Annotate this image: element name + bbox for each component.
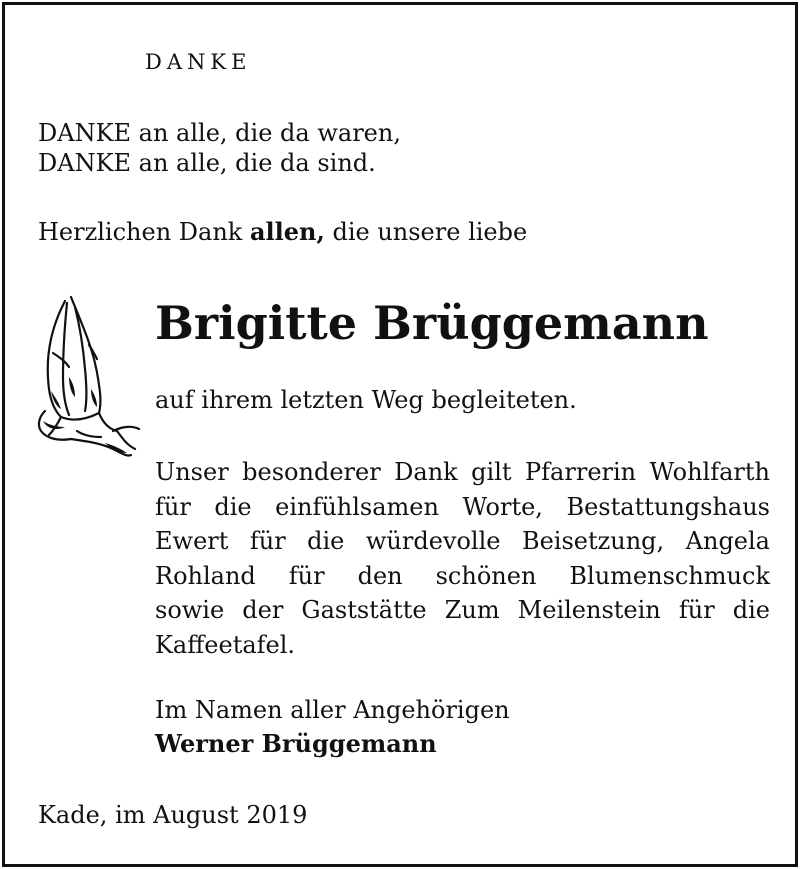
notice-frame [2, 2, 798, 867]
deceased-name: Brigitte Brüggemann [155, 296, 709, 350]
thanks-line [38, 217, 527, 247]
signoff-name: Werner Brüggemann [155, 729, 437, 758]
special-thanks-line: Kaffeetafel. [155, 630, 296, 659]
farewell-line: auf ihrem letzten Weg begleiteten. [155, 386, 577, 414]
notice-heading: DANKE [145, 50, 252, 74]
thanks-prefix: Herzlichen Dank [38, 218, 250, 246]
thanks-bold: allen, [249, 217, 325, 246]
praying-hands-icon [31, 293, 143, 461]
special-thanks-line: für die einfühlsamen Worte, Bestattungshaus [155, 492, 770, 521]
special-thanks-line: sowie der Gaststätte Zum Meilenstein für die [155, 596, 770, 624]
place-date: Kade, im August 2019 [38, 801, 308, 829]
special-thanks-line: Rohland für den schönen Blumenschmuck [155, 561, 770, 590]
special-thanks-paragraph [155, 455, 770, 662]
special-thanks-line: Ewert für die würdevolle Beisetzung, Angela [155, 527, 770, 555]
thanks-suffix: die unsere liebe [324, 218, 528, 246]
intro-line-2: DANKE an alle, die da sind. [38, 149, 376, 177]
special-thanks-line: Unser besonderer Dank gilt Pfarrerin Wohlfarth [155, 458, 770, 486]
signoff-line: Im Namen aller Angehörigen [155, 696, 510, 724]
intro-line-1: DANKE an alle, die da waren, [38, 119, 401, 147]
